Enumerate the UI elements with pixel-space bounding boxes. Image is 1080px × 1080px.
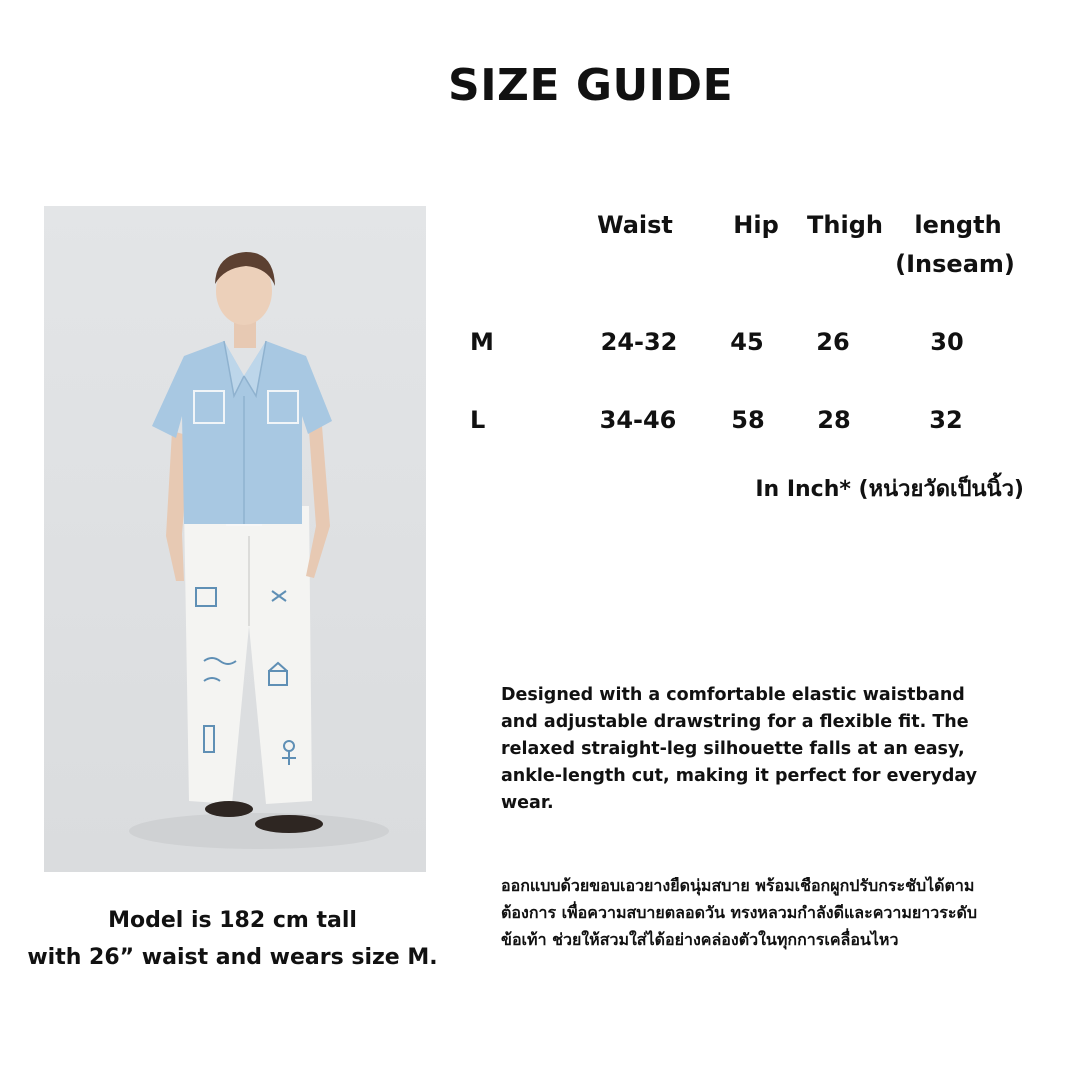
model-photo [44, 206, 426, 872]
header-waist: Waist [597, 211, 673, 239]
m-hip: 45 [730, 328, 764, 356]
description-english: Designed with a comfortable elastic waistband and adjustable drawstring for a flexible fit. The relaxed straight-leg silhouette falls at an easy, ankle-length cut, making it perfect for everyday wear. [501, 685, 978, 813]
model-caption-line2: with 26” waist and wears size M. [27, 945, 438, 970]
header-hip: Hip [733, 211, 779, 239]
header-inseam: (Inseam) [895, 250, 1015, 278]
description-thai: ออกแบบด้วยขอบเอวยางยืดนุ่มสบาย พร้อมเชือกผูกปรับกระชับได้ตามต้องการ เพื่อความสบายตลอดวัน ทรงหลวมกำลังดีและความยาวระดับข้อเท้า ช่วยให้สวมใส่ได้อย่างคล่องตัวในทุกการเคลื่อนไหว [501, 876, 977, 949]
size-label-l: L [470, 406, 486, 434]
l-hip: 58 [731, 406, 765, 434]
unit-note: In Inch* (หน่วยวัดเป็นนิ้ว) [755, 477, 1024, 502]
l-thigh: 28 [817, 406, 851, 434]
m-waist: 24-32 [600, 328, 678, 356]
l-length: 32 [929, 406, 963, 434]
model-caption-line1: Model is 182 cm tall [108, 908, 357, 933]
m-thigh: 26 [816, 328, 850, 356]
header-length: length [914, 211, 1002, 239]
l-waist: 34-46 [599, 406, 677, 434]
model-illustration [44, 206, 426, 872]
header-thigh: Thigh [807, 211, 883, 239]
model-caption [10, 902, 455, 976]
m-length: 30 [930, 328, 964, 356]
page-title: SIZE GUIDE [448, 60, 734, 111]
size-label-m: M [470, 328, 494, 356]
